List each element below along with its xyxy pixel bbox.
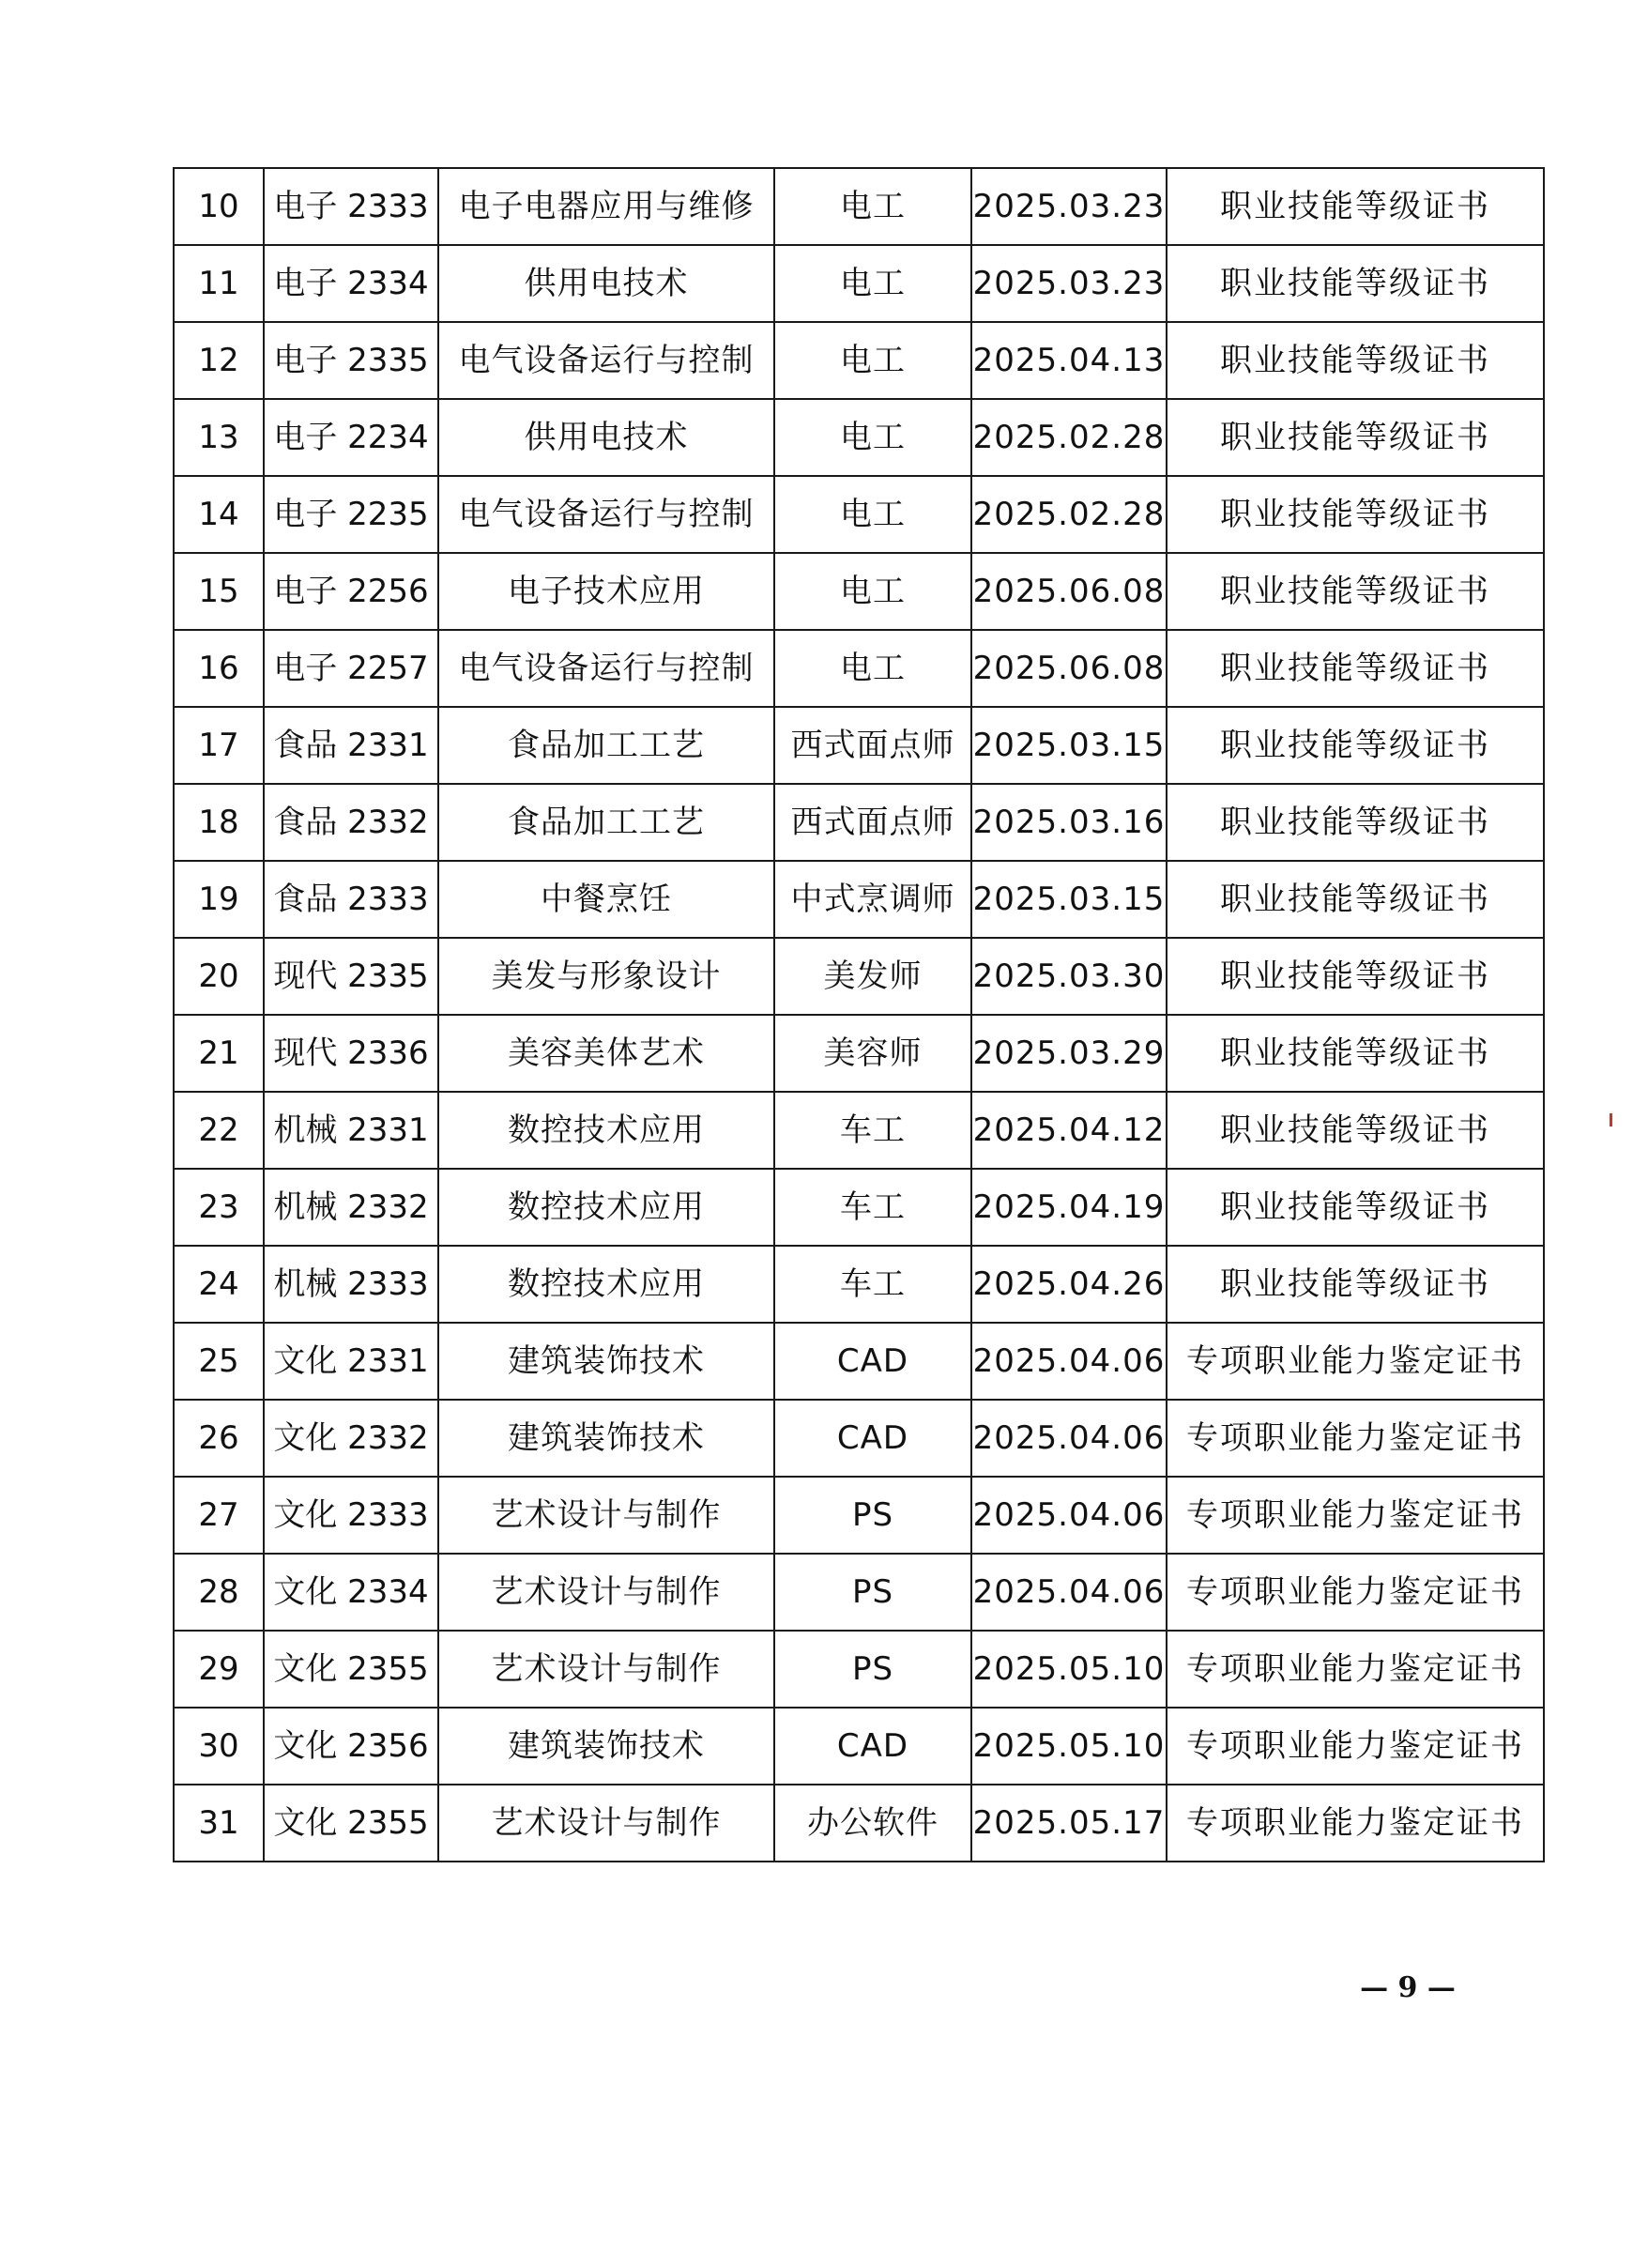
- cell-major: 数控技术应用: [438, 1169, 774, 1246]
- certification-table: [173, 167, 1545, 1862]
- cell-class: 电子 2235: [264, 476, 438, 553]
- table-row: [174, 1477, 1544, 1554]
- cell-class: 食品 2331: [264, 707, 438, 784]
- cell-certificate-type: 专项职业能力鉴定证书: [1167, 1708, 1544, 1785]
- cell-class: 电子 2234: [264, 399, 438, 476]
- cell-major: 供用电技术: [438, 245, 774, 322]
- cell-class: 食品 2332: [264, 784, 438, 861]
- cell-certificate-type: 职业技能等级证书: [1167, 245, 1544, 322]
- cell-number: 24: [174, 1246, 264, 1323]
- cell-work-type: CAD: [774, 1323, 971, 1400]
- cell-major: 食品加工工艺: [438, 784, 774, 861]
- cell-number: 31: [174, 1785, 264, 1862]
- cell-certificate-type: 专项职业能力鉴定证书: [1167, 1323, 1544, 1400]
- cell-exam-date: 2025.03.23: [971, 245, 1167, 322]
- cell-number: 29: [174, 1631, 264, 1708]
- cell-certificate-type: 职业技能等级证书: [1167, 938, 1544, 1015]
- table-body: [174, 168, 1544, 1862]
- cell-number: 18: [174, 784, 264, 861]
- cell-work-type: CAD: [774, 1708, 971, 1785]
- cell-certificate-type: 职业技能等级证书: [1167, 1092, 1544, 1169]
- cell-major: 建筑装饰技术: [438, 1400, 774, 1477]
- cell-number: 23: [174, 1169, 264, 1246]
- cell-class: 电子 2335: [264, 322, 438, 399]
- cell-certificate-type: 职业技能等级证书: [1167, 1246, 1544, 1323]
- cell-class: 文化 2356: [264, 1708, 438, 1785]
- cell-class: 文化 2355: [264, 1785, 438, 1862]
- table-row: [174, 784, 1544, 861]
- cell-major: 艺术设计与制作: [438, 1785, 774, 1862]
- cell-class: 文化 2333: [264, 1477, 438, 1554]
- cell-exam-date: 2025.04.19: [971, 1169, 1167, 1246]
- table-row: [174, 245, 1544, 322]
- cell-major: 建筑装饰技术: [438, 1708, 774, 1785]
- table-row: [174, 1631, 1544, 1708]
- cell-major: 中餐烹饪: [438, 861, 774, 938]
- cell-number: 21: [174, 1015, 264, 1092]
- cell-class: 文化 2332: [264, 1400, 438, 1477]
- cell-class: 文化 2331: [264, 1323, 438, 1400]
- cell-number: 10: [174, 168, 264, 245]
- cell-major: 供用电技术: [438, 399, 774, 476]
- cell-work-type: 车工: [774, 1169, 971, 1246]
- table-row: [174, 399, 1544, 476]
- cell-major: 食品加工工艺: [438, 707, 774, 784]
- table-row: [174, 1785, 1544, 1862]
- cell-exam-date: 2025.04.06: [971, 1400, 1167, 1477]
- cell-number: 19: [174, 861, 264, 938]
- cell-class: 机械 2332: [264, 1169, 438, 1246]
- cell-number: 27: [174, 1477, 264, 1554]
- cell-exam-date: 2025.04.06: [971, 1323, 1167, 1400]
- cell-certificate-type: 职业技能等级证书: [1167, 630, 1544, 707]
- cell-number: 17: [174, 707, 264, 784]
- cell-class: 机械 2333: [264, 1246, 438, 1323]
- cell-work-type: 西式面点师: [774, 784, 971, 861]
- cell-number: 20: [174, 938, 264, 1015]
- cell-number: 12: [174, 322, 264, 399]
- cell-work-type: 车工: [774, 1246, 971, 1323]
- cell-major: 电气设备运行与控制: [438, 476, 774, 553]
- cell-major: 艺术设计与制作: [438, 1631, 774, 1708]
- cell-exam-date: 2025.04.12: [971, 1092, 1167, 1169]
- cell-exam-date: 2025.03.29: [971, 1015, 1167, 1092]
- table-row: [174, 630, 1544, 707]
- cell-exam-date: 2025.02.28: [971, 476, 1167, 553]
- table-row: [174, 553, 1544, 630]
- cell-exam-date: 2025.05.10: [971, 1631, 1167, 1708]
- cell-class: 电子 2257: [264, 630, 438, 707]
- cell-number: 14: [174, 476, 264, 553]
- cell-number: 30: [174, 1708, 264, 1785]
- cell-exam-date: 2025.03.15: [971, 861, 1167, 938]
- table-row: [174, 938, 1544, 1015]
- cell-number: 28: [174, 1554, 264, 1631]
- cell-exam-date: 2025.04.06: [971, 1554, 1167, 1631]
- cell-class: 文化 2334: [264, 1554, 438, 1631]
- cell-exam-date: 2025.03.30: [971, 938, 1167, 1015]
- table-row: [174, 861, 1544, 938]
- cell-exam-date: 2025.02.28: [971, 399, 1167, 476]
- cell-exam-date: 2025.04.06: [971, 1477, 1167, 1554]
- cell-certificate-type: 职业技能等级证书: [1167, 861, 1544, 938]
- cell-work-type: 美容师: [774, 1015, 971, 1092]
- cell-class: 现代 2335: [264, 938, 438, 1015]
- cell-major: 数控技术应用: [438, 1246, 774, 1323]
- cell-certificate-type: 职业技能等级证书: [1167, 784, 1544, 861]
- cell-number: 15: [174, 553, 264, 630]
- cell-certificate-type: 职业技能等级证书: [1167, 1169, 1544, 1246]
- cell-certificate-type: 职业技能等级证书: [1167, 553, 1544, 630]
- cell-work-type: 办公软件: [774, 1785, 971, 1862]
- cell-major: 电子技术应用: [438, 553, 774, 630]
- cell-work-type: 电工: [774, 476, 971, 553]
- cell-exam-date: 2025.05.10: [971, 1708, 1167, 1785]
- cell-work-type: 电工: [774, 630, 971, 707]
- page-number: — 9 —: [1360, 1971, 1456, 2004]
- cell-work-type: CAD: [774, 1400, 971, 1477]
- cell-work-type: 电工: [774, 399, 971, 476]
- cell-certificate-type: 专项职业能力鉴定证书: [1167, 1554, 1544, 1631]
- table-row: [174, 1092, 1544, 1169]
- cell-exam-date: 2025.06.08: [971, 630, 1167, 707]
- cell-work-type: 电工: [774, 245, 971, 322]
- cell-exam-date: 2025.05.17: [971, 1785, 1167, 1862]
- cell-class: 电子 2333: [264, 168, 438, 245]
- cell-number: 13: [174, 399, 264, 476]
- cell-certificate-type: 专项职业能力鉴定证书: [1167, 1400, 1544, 1477]
- cell-work-type: 电工: [774, 322, 971, 399]
- cell-exam-date: 2025.04.26: [971, 1246, 1167, 1323]
- table-row: [174, 1400, 1544, 1477]
- cell-major: 建筑装饰技术: [438, 1323, 774, 1400]
- cell-class: 食品 2333: [264, 861, 438, 938]
- cell-certificate-type: 职业技能等级证书: [1167, 399, 1544, 476]
- cell-class: 文化 2355: [264, 1631, 438, 1708]
- cell-major: 美发与形象设计: [438, 938, 774, 1015]
- cell-exam-date: 2025.06.08: [971, 553, 1167, 630]
- cell-certificate-type: 职业技能等级证书: [1167, 322, 1544, 399]
- table-row: [174, 476, 1544, 553]
- cell-major: 电子电器应用与维修: [438, 168, 774, 245]
- cell-major: 美容美体艺术: [438, 1015, 774, 1092]
- cell-major: 数控技术应用: [438, 1092, 774, 1169]
- cell-work-type: PS: [774, 1631, 971, 1708]
- cell-certificate-type: 专项职业能力鉴定证书: [1167, 1477, 1544, 1554]
- table-row: [174, 1246, 1544, 1323]
- cell-major: 艺术设计与制作: [438, 1477, 774, 1554]
- table-row: [174, 1554, 1544, 1631]
- cell-number: 11: [174, 245, 264, 322]
- cell-class: 现代 2336: [264, 1015, 438, 1092]
- cell-work-type: 车工: [774, 1092, 971, 1169]
- cell-major: 艺术设计与制作: [438, 1554, 774, 1631]
- table-row: [174, 1323, 1544, 1400]
- table-row: [174, 168, 1544, 245]
- table-row: [174, 1708, 1544, 1785]
- cell-certificate-type: 职业技能等级证书: [1167, 168, 1544, 245]
- cell-certificate-type: 职业技能等级证书: [1167, 707, 1544, 784]
- cell-certificate-type: 职业技能等级证书: [1167, 476, 1544, 553]
- cell-work-type: 西式面点师: [774, 707, 971, 784]
- table-row: [174, 322, 1544, 399]
- edge-mark: [1610, 1113, 1612, 1126]
- cell-class: 电子 2334: [264, 245, 438, 322]
- cell-exam-date: 2025.03.16: [971, 784, 1167, 861]
- cell-number: 22: [174, 1092, 264, 1169]
- cell-class: 电子 2256: [264, 553, 438, 630]
- cell-work-type: 电工: [774, 553, 971, 630]
- cell-number: 16: [174, 630, 264, 707]
- cell-major: 电气设备运行与控制: [438, 630, 774, 707]
- cell-certificate-type: 专项职业能力鉴定证书: [1167, 1785, 1544, 1862]
- cell-work-type: PS: [774, 1554, 971, 1631]
- cell-work-type: 中式烹调师: [774, 861, 971, 938]
- cell-exam-date: 2025.03.23: [971, 168, 1167, 245]
- cell-work-type: 美发师: [774, 938, 971, 1015]
- cell-exam-date: 2025.04.13: [971, 322, 1167, 399]
- table-row: [174, 1169, 1544, 1246]
- table-row: [174, 1015, 1544, 1092]
- cell-exam-date: 2025.03.15: [971, 707, 1167, 784]
- cell-number: 25: [174, 1323, 264, 1400]
- cell-certificate-type: 职业技能等级证书: [1167, 1015, 1544, 1092]
- cell-certificate-type: 专项职业能力鉴定证书: [1167, 1631, 1544, 1708]
- cell-class: 机械 2331: [264, 1092, 438, 1169]
- cell-number: 26: [174, 1400, 264, 1477]
- cell-major: 电气设备运行与控制: [438, 322, 774, 399]
- cell-work-type: PS: [774, 1477, 971, 1554]
- table-row: [174, 707, 1544, 784]
- cell-work-type: 电工: [774, 168, 971, 245]
